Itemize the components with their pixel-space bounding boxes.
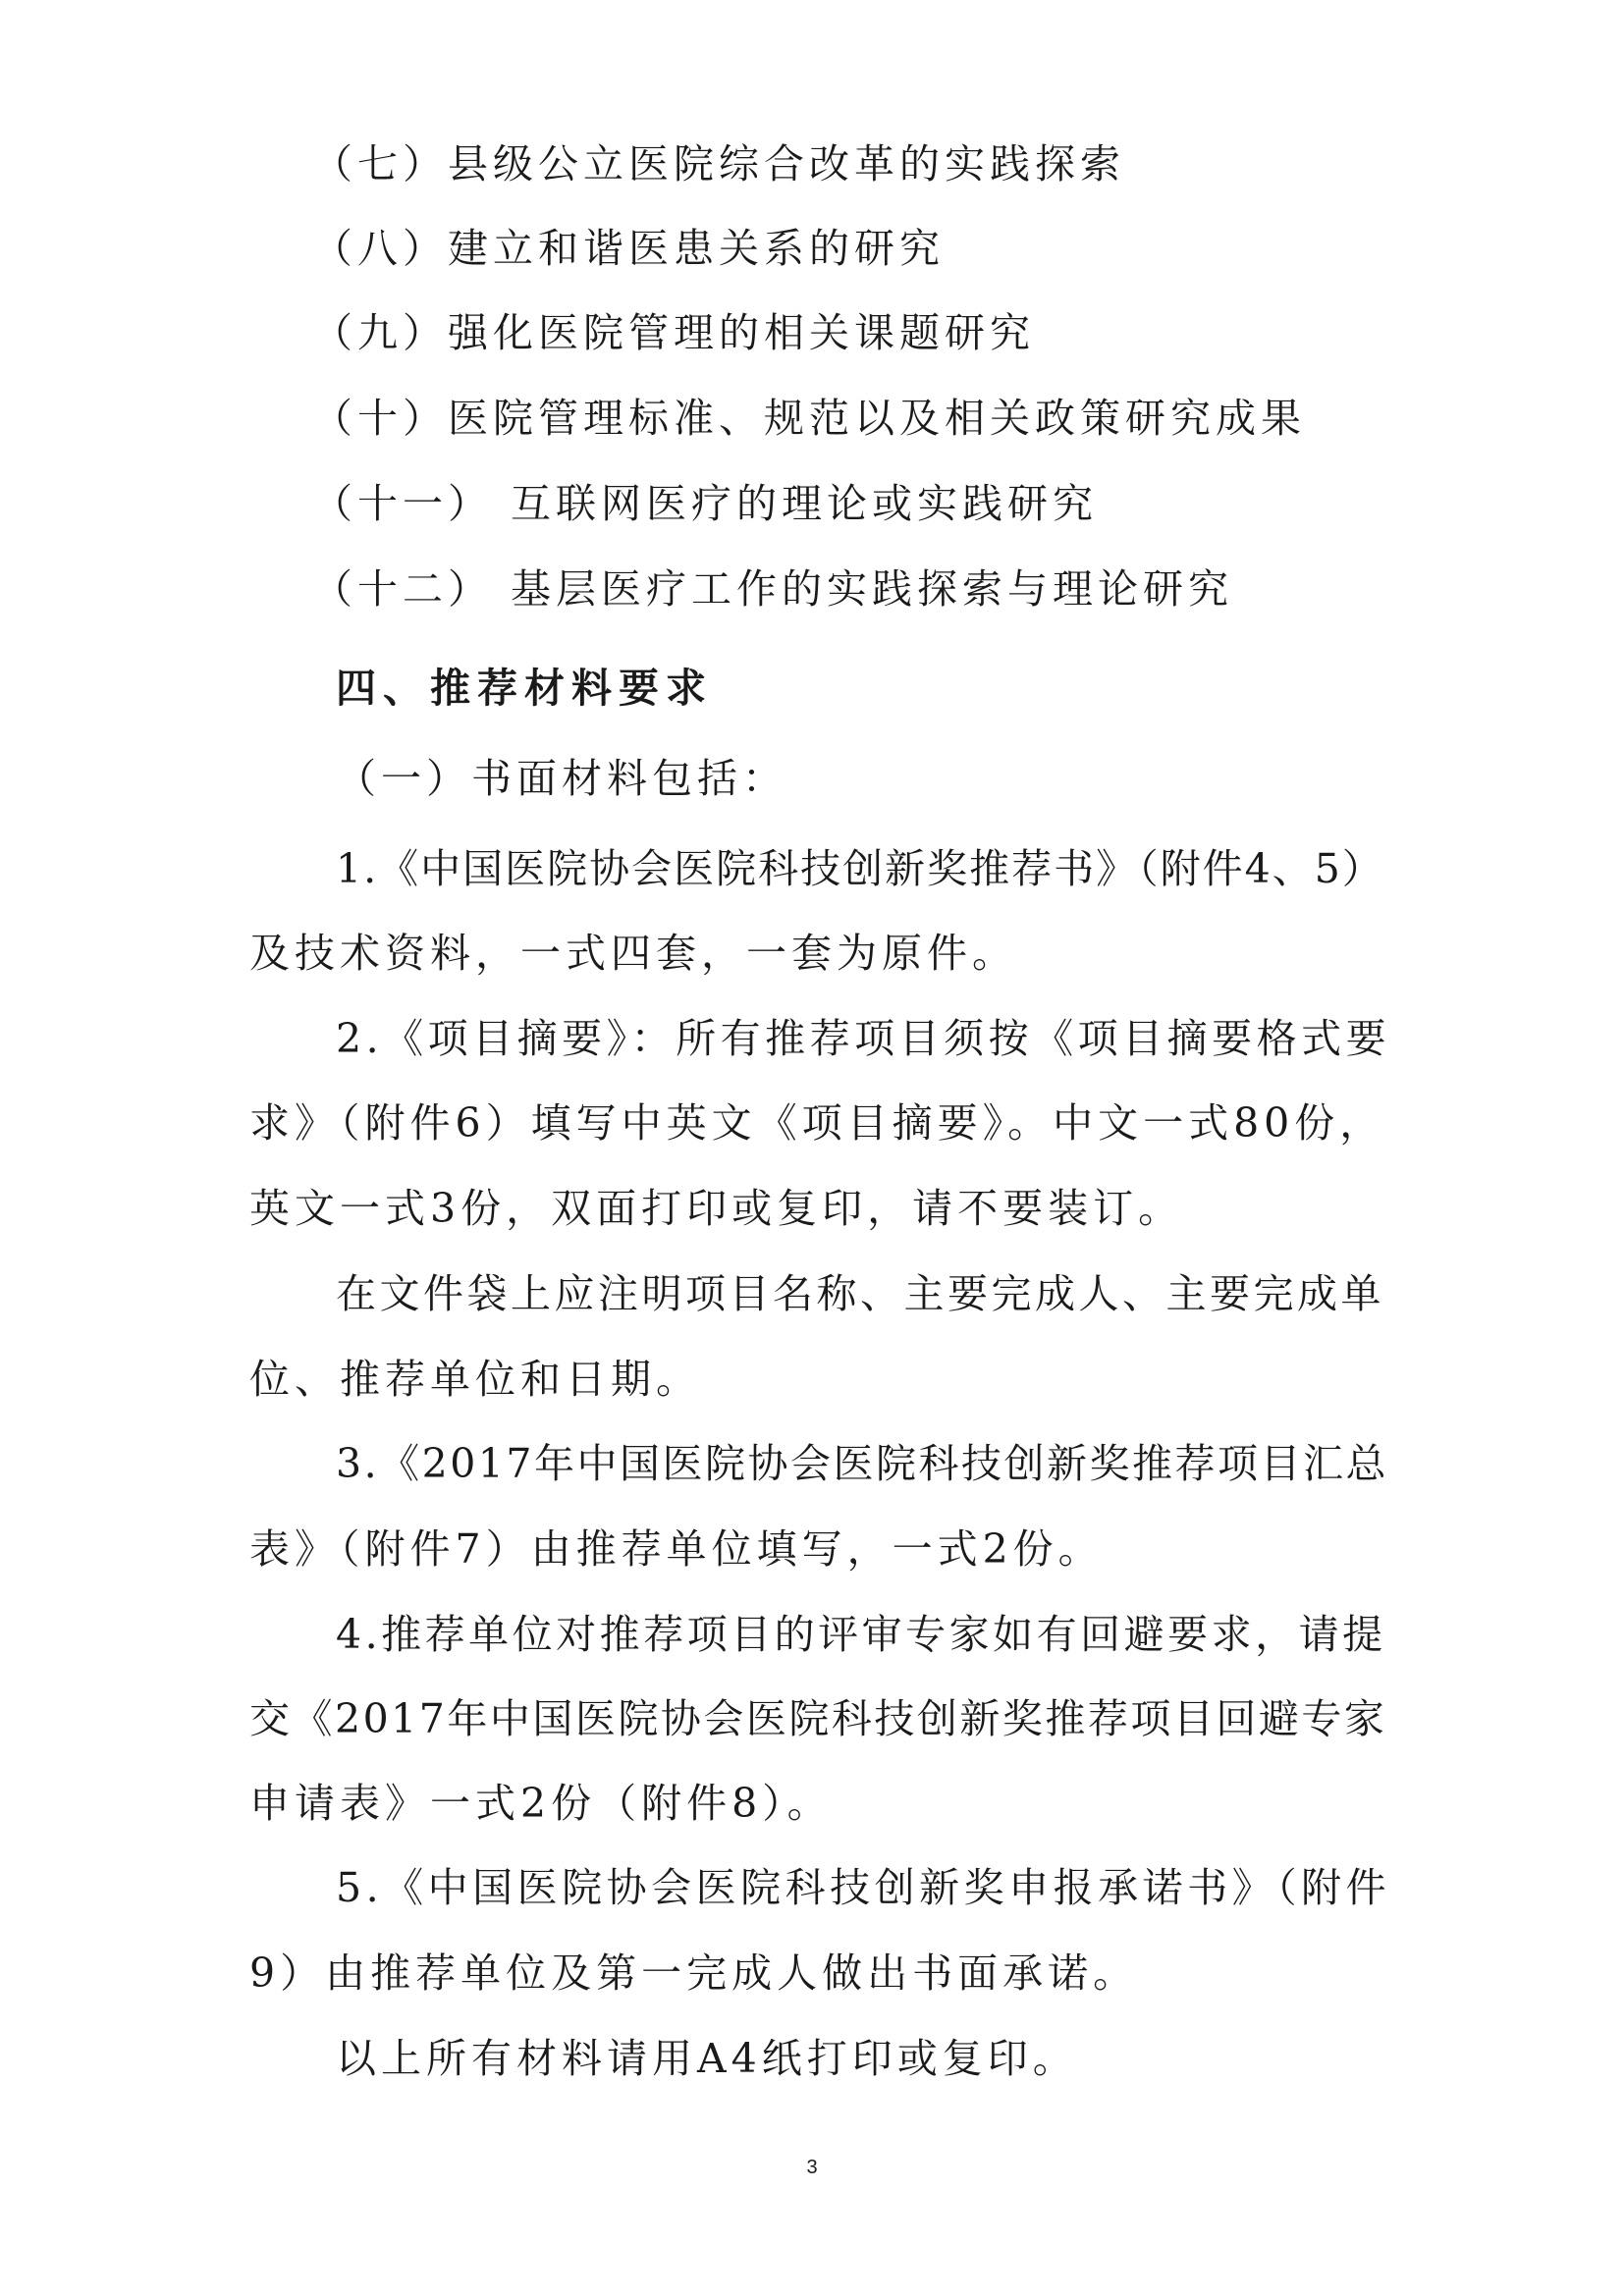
paragraph-line: 9）由推荐单位及第一完成人做出书面承诺。 (249, 1949, 1139, 1997)
paragraph-line: 表》（附件7）由推荐单位填写，一式2份。 (249, 1525, 1104, 1573)
paragraph-line: 2.《项目摘要》：所有推荐项目须按《项目摘要格式要 (336, 1015, 1391, 1062)
paragraph-line: 求》（附件6）填写中英文《项目摘要》。中文一式80份， (249, 1099, 1385, 1147)
paragraph-line: 3.《2017年中国医院协会医院科技创新奖推荐项目汇总 (336, 1440, 1388, 1487)
topic-item: （七）县级公立医院综合改革的实践探索 (312, 140, 1125, 187)
page-number: 3 (806, 2157, 818, 2178)
paragraph-line: 1.《中国医院协会医院科技创新奖推荐书》（附件4、5） (336, 845, 1384, 892)
paragraph-line: 英文一式3份，双面打印或复印，请不要装订。 (249, 1185, 1184, 1232)
paragraph-line: 5.《中国医院协会医院科技创新奖申报承诺书》（附件 (336, 1864, 1391, 1911)
topic-item: （八）建立和谐医患关系的研究 (312, 225, 945, 272)
topic-item: （九）强化医院管理的相关课题研究 (312, 309, 1035, 356)
paragraph-line: 位、推荐单位和日期。 (249, 1356, 701, 1403)
topic-item: （十一） 互联网医疗的理论或实践研究 (312, 480, 1099, 527)
subsection-heading: （一）书面材料包括： (336, 755, 787, 802)
paragraph-line: 交《2017年中国医院协会医院科技创新奖推荐项目回避专家 (249, 1695, 1387, 1742)
paragraph-line: 在文件袋上应注明项目名称、主要完成人、主要完成单 (336, 1270, 1384, 1317)
topic-item: （十）医院管理标准、规范以及相关政策研究成果 (312, 395, 1306, 442)
paragraph-line: 申请表》一式2份（附件8）。 (249, 1780, 833, 1827)
paragraph-line: 以上所有材料请用A4纸打印或复印。 (336, 2035, 1078, 2082)
paragraph-line: 及技术资料，一式四套，一套为原件。 (249, 930, 1017, 977)
topic-item: （十二） 基层医疗工作的实践探索与理论研究 (312, 565, 1234, 613)
section-heading: 四、推荐材料要求 (336, 665, 713, 712)
paragraph-line: 4.推荐单位对推荐项目的评审专家如有回避要求，请提 (336, 1611, 1386, 1658)
